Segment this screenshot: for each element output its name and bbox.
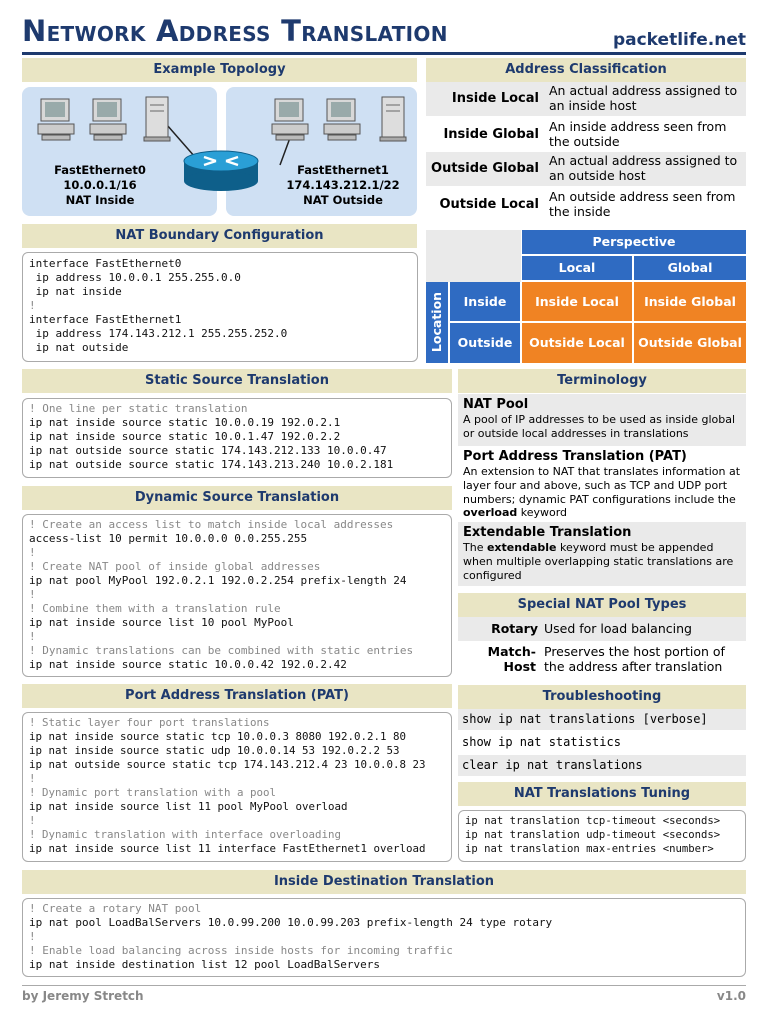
term-heading: NAT Pool bbox=[463, 397, 529, 412]
server-icon bbox=[380, 97, 406, 141]
code-line: ip nat inside source static 10.0.0.42 192.0.2.42 bbox=[29, 658, 347, 671]
title-rule bbox=[22, 52, 746, 55]
classification-row bbox=[426, 82, 746, 116]
code-comment: ! Static layer four port translations bbox=[29, 716, 270, 729]
pool-type-desc: Preserves the host portion of the address after translation bbox=[544, 644, 725, 674]
code-line: ip address 10.0.0.1 255.255.0.0 bbox=[29, 271, 241, 284]
pool-type-row bbox=[458, 641, 746, 679]
inside-destination-code bbox=[22, 898, 746, 977]
location-outside-header: Outside bbox=[450, 323, 520, 363]
classification-desc: An inside address seen from the outside bbox=[549, 119, 727, 149]
cell-outside-global: Outside Global bbox=[634, 323, 746, 363]
troubleshooting-command: show ip nat translations [verbose] bbox=[458, 709, 746, 730]
cell-outside-local: Outside Local bbox=[522, 323, 632, 363]
site-name: packetlife.net bbox=[612, 30, 746, 50]
tuning-code bbox=[458, 810, 746, 862]
code-line: ip nat inside source static 10.0.1.47 192.0.2.2 bbox=[29, 430, 341, 443]
code-comment: ! bbox=[29, 630, 36, 643]
version: v1.0 bbox=[716, 989, 746, 1003]
term-desc: The extendable keyword must be appended when multiple overlapping static translations are configured bbox=[463, 541, 734, 582]
location-header bbox=[426, 282, 448, 363]
code-comment: ! One line per static translation bbox=[29, 402, 248, 415]
code-line: ip nat inside source static 10.0.0.19 192.0.2.1 bbox=[29, 416, 341, 429]
static-source-header: Static Source Translation bbox=[22, 369, 452, 393]
classification-term: Outside Local bbox=[439, 197, 539, 212]
classification-desc: An actual address assigned to an outside host bbox=[549, 153, 738, 183]
code-line: ip nat inside source static udp 10.0.0.14 53 192.0.2.2 53 bbox=[29, 744, 400, 757]
pat-header: Port Address Translation (PAT) bbox=[22, 684, 452, 708]
code-line: access-list 10 permit 10.0.0.0 0.0.255.255 bbox=[29, 532, 308, 545]
code-line: ip nat outside source static 174.143.212.133 10.0.0.47 bbox=[29, 444, 387, 457]
code-line: ip nat pool LoadBalServers 10.0.99.200 10.0.99.203 prefix-length 24 type rotary bbox=[29, 916, 553, 929]
code-comment: ! Create an access list to match inside local addresses bbox=[29, 518, 394, 531]
term-desc: An extension to NAT that translates information at layer four and above, such as TCP and UDP port numbers; dynamic PAT configurations include the overload keyword bbox=[463, 465, 741, 520]
server-icon bbox=[144, 97, 170, 141]
pool-type-row bbox=[458, 617, 746, 641]
code-comment: ! Combine them with a translation rule bbox=[29, 602, 281, 615]
code-comment: ! Create a rotary NAT pool bbox=[29, 902, 202, 915]
page-title: Network Address Translation bbox=[22, 14, 448, 48]
troubleshooting-command: clear ip nat translations bbox=[458, 755, 746, 776]
code-line: ip nat outside source static tcp 174.143.212.4 23 10.0.0.8 23 bbox=[29, 758, 426, 771]
troubleshooting-header: Troubleshooting bbox=[458, 685, 746, 709]
code-line: ip address 174.143.212.1 255.255.252.0 bbox=[29, 327, 288, 340]
classification-row bbox=[426, 118, 746, 152]
inside-interface-role: NAT Inside bbox=[65, 193, 135, 207]
code-line: ip nat inside source static tcp 10.0.0.3 8080 192.0.2.1 80 bbox=[29, 730, 407, 743]
code-comment: ! Enable load balancing across inside hosts for incoming traffic bbox=[29, 944, 453, 957]
router-icon bbox=[184, 151, 258, 191]
dynamic-source-code bbox=[22, 514, 452, 677]
special-pool-header: Special NAT Pool Types bbox=[458, 593, 746, 617]
term-heading: Port Address Translation (PAT) bbox=[463, 449, 687, 464]
term-heading: Extendable Translation bbox=[463, 525, 632, 540]
code-comment: ! Dynamic translations can be combined with static entries bbox=[29, 644, 414, 657]
workstation-icon bbox=[38, 99, 74, 140]
code-comment: ! bbox=[29, 814, 36, 827]
classification-desc: An outside address seen from the inside bbox=[549, 189, 736, 219]
code-comment: ! bbox=[29, 588, 36, 601]
code-comment: ! Dynamic translation with interface overloading bbox=[29, 828, 342, 841]
footer-rule bbox=[22, 985, 746, 986]
cell-inside-local: Inside Local bbox=[522, 282, 632, 321]
cell-inside-global: Inside Global bbox=[634, 282, 746, 321]
code-line: ip nat outside bbox=[29, 341, 129, 354]
classification-row bbox=[426, 188, 746, 222]
code-comment: ! bbox=[29, 546, 36, 559]
outside-interface-address: 174.143.212.1/22 bbox=[286, 178, 400, 192]
code-comment: ! Dynamic port translation with a pool bbox=[29, 786, 277, 799]
location-label: Location bbox=[429, 291, 444, 353]
outside-interface-role: NAT Outside bbox=[303, 193, 383, 207]
code-comment: ! bbox=[29, 299, 36, 312]
code-line: ip nat inside source list 11 pool MyPool overload bbox=[29, 800, 348, 813]
outside-interface-name: FastEthernet1 bbox=[297, 163, 389, 177]
pool-type-name: Rotary bbox=[491, 621, 538, 636]
terminology-header: Terminology bbox=[458, 369, 746, 393]
code-line: ip nat inside bbox=[29, 285, 122, 298]
code-line: ip nat translation tcp-timeout <seconds> bbox=[465, 815, 721, 827]
code-line: ip nat translation udp-timeout <seconds> bbox=[465, 829, 721, 841]
author: by Jeremy Stretch bbox=[22, 989, 144, 1003]
classification-term: Inside Global bbox=[443, 127, 539, 142]
classification-term: Inside Local bbox=[451, 91, 539, 106]
code-line: ip nat inside source list 10 pool MyPool bbox=[29, 616, 294, 629]
troubleshooting-command: show ip nat statistics bbox=[462, 735, 621, 749]
address-classification-header: Address Classification bbox=[426, 58, 746, 82]
code-line: interface FastEthernet1 bbox=[29, 313, 182, 326]
code-comment: ! bbox=[29, 772, 36, 785]
code-line: ip nat inside source list 11 interface FastEthernet1 overload bbox=[29, 842, 426, 855]
perspective-header: Perspective bbox=[522, 230, 746, 254]
location-inside-header: Inside bbox=[450, 282, 520, 321]
topology-header: Example Topology bbox=[22, 58, 417, 82]
nat-boundary-code bbox=[22, 252, 418, 362]
classification-desc: An actual address assigned to an inside host bbox=[549, 83, 738, 113]
term-desc: A pool of IP addresses to be used as inside global or outside local addresses in translations bbox=[463, 413, 736, 440]
code-comment: ! Create NAT pool of inside global addresses bbox=[29, 560, 321, 573]
workstation-icon bbox=[272, 99, 308, 140]
code-line: ip nat pool MyPool 192.0.2.1 192.0.2.254 prefix-length 24 bbox=[29, 574, 407, 587]
perspective-local-header: Local bbox=[522, 256, 632, 280]
classification-term: Outside Global bbox=[431, 161, 539, 176]
code-line: ip nat inside destination list 12 pool LoadBalServers bbox=[29, 958, 380, 971]
nat-boundary-header: NAT Boundary Configuration bbox=[22, 224, 417, 248]
dynamic-source-header: Dynamic Source Translation bbox=[22, 486, 452, 510]
static-source-code bbox=[22, 398, 452, 478]
term-pat bbox=[458, 446, 746, 522]
inside-destination-header: Inside Destination Translation bbox=[22, 870, 746, 894]
code-line: interface FastEthernet0 bbox=[29, 257, 182, 270]
pool-type-name: Match-Host bbox=[487, 644, 536, 674]
perspective-global-header: Global bbox=[634, 256, 746, 280]
tuning-header: NAT Translations Tuning bbox=[458, 782, 746, 806]
pool-type-desc: Used for load balancing bbox=[544, 621, 692, 636]
term-nat-pool bbox=[458, 394, 746, 446]
code-comment: ! bbox=[29, 930, 36, 943]
term-extendable bbox=[458, 522, 746, 586]
inside-interface-address: 10.0.0.1/16 bbox=[63, 178, 137, 192]
workstation-icon bbox=[324, 99, 360, 140]
code-line: ip nat outside source static 174.143.213.240 10.0.2.181 bbox=[29, 458, 394, 471]
workstation-icon bbox=[90, 99, 126, 140]
inside-interface-name: FastEthernet0 bbox=[54, 163, 146, 177]
code-line: ip nat translation max-entries <number> bbox=[465, 843, 714, 855]
classification-row bbox=[426, 152, 746, 186]
pat-code bbox=[22, 712, 452, 862]
perspective-corner bbox=[426, 230, 521, 282]
